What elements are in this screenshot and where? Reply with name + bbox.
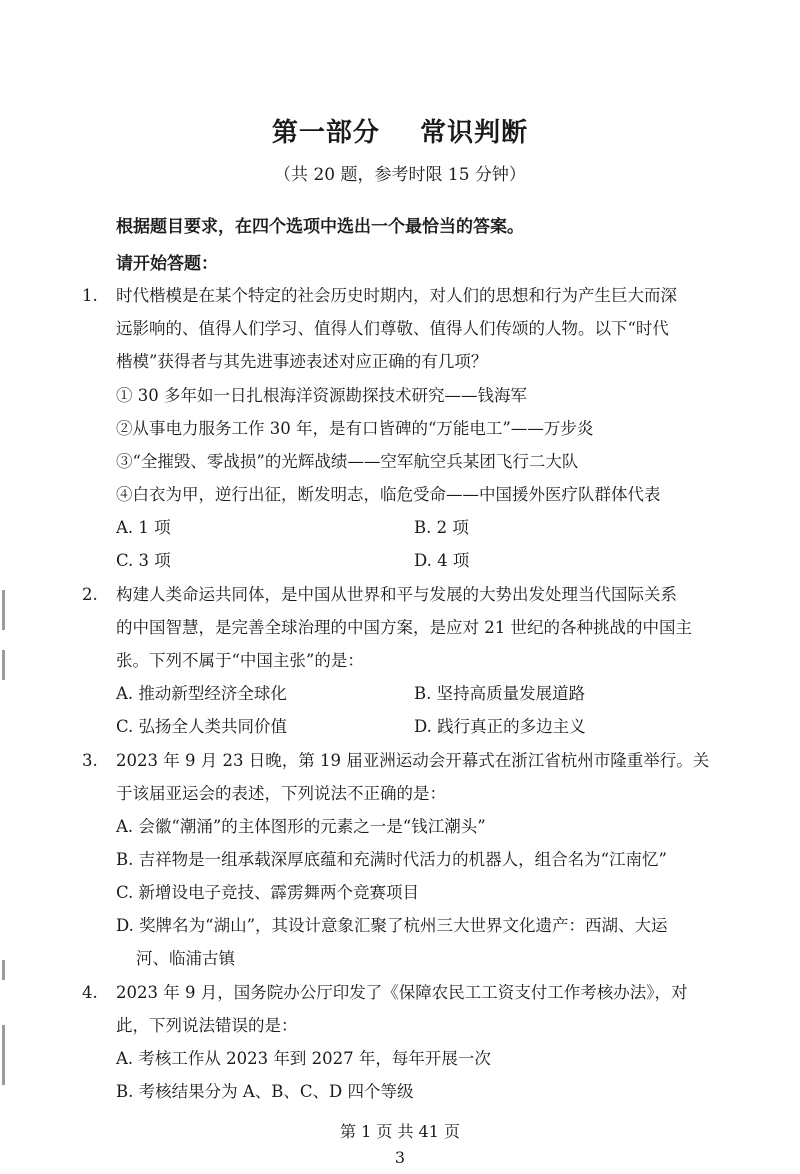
question-stem-line: 张。下列不属于“中国主张”的是： (116, 651, 364, 670)
question-stem-line: 楷模”获得者与其先进事迹表述对应正确的有几项？ (116, 352, 488, 371)
statement-item: ① 30 多年如一日扎根海洋资源勘探技术研究——钱海军 (116, 386, 527, 405)
option-c: C. 新增设电子竞技、霹雳舞两个竞赛项目 (116, 883, 420, 902)
option-b: B. 吉祥物是一组承载深厚底蕴和充满时代活力的机器人，组合名为“江南忆” (116, 850, 667, 869)
option-d: D. 践行真正的多边主义 (414, 717, 586, 736)
question-number: 1. (82, 286, 98, 305)
question-number: 4. (82, 983, 98, 1002)
statement-item: ④白衣为甲，逆行出征，断发明志，临危受命——中国援外医疗队群体代表 (116, 485, 661, 504)
option-d: D. 4 项 (414, 551, 470, 570)
option-a: A. 1 项 (116, 518, 171, 537)
statement-item: ③“全摧毁、零战损”的光辉战绩——空军航空兵某团飞行二大队 (116, 452, 579, 471)
question-stem-line: 构建人类命运共同体，是中国从世界和平与发展的大势出发处理当代国际关系 (116, 585, 677, 604)
instruction-start: 请开始答题： (116, 254, 218, 274)
question-stem-line: 的中国智慧，是完善全球治理的中国方案，是应对 21 世纪的各种挑战的中国主 (116, 618, 692, 637)
question-stem-line: 2023 年 9 月，国务院办公厅印发了《保障农民工工资支付工作考核办法》，对 (116, 983, 688, 1002)
option-b: B. 坚持高质量发展道路 (414, 684, 586, 703)
statement-item: ②从事电力服务工作 30 年，是有口皆碑的“万能电工”——万步炎 (116, 419, 594, 438)
option-d: D. 奖牌名为“湖山”，其设计意象汇聚了杭州三大世界文化遗产：西湖、大运 (116, 916, 668, 935)
question-number: 3. (82, 751, 98, 770)
page-info: 第 1 页 共 41 页 (340, 1122, 460, 1141)
question-stem-line: 于该届亚运会的表述，下列说法不正确的是： (116, 784, 446, 803)
option-b: B. 2 项 (414, 518, 469, 537)
page-number: 3 (394, 1148, 406, 1167)
question-stem-line: 时代楷模是在某个特定的社会历史时期内，对人们的思想和行为产生巨大而深 (116, 286, 677, 305)
question-number: 2. (82, 585, 98, 604)
section-title: 第一部分 常识判断 (271, 118, 529, 148)
question-stem-line: 此，下列说法错误的是： (116, 1016, 298, 1035)
option-a: A. 考核工作从 2023 年到 2027 年，每年开展一次 (116, 1049, 491, 1068)
section-subtitle: （共 20 题，参考时限 15 分钟） (274, 165, 526, 185)
option-a: A. 推动新型经济全球化 (116, 684, 287, 703)
option-c: C. 3 项 (116, 551, 171, 570)
binding-mark (2, 960, 5, 980)
option-c: C. 弘扬全人类共同价值 (116, 717, 288, 736)
instruction-text: 根据题目要求，在四个选项中选出一个最恰当的答案。 (116, 217, 524, 237)
option-a: A. 会徽“潮涌”的主体图形的元素之一是“钱江潮头” (116, 817, 486, 836)
binding-mark (2, 650, 5, 680)
question-stem-line: 2023 年 9 月 23 日晚，第 19 届亚洲运动会开幕式在浙江省杭州市隆重举行。关 (116, 751, 710, 770)
question-stem-line: 远影响的、值得人们学习、值得人们尊敬、值得人们传颂的人物。以下“时代 (116, 319, 669, 338)
binding-mark (2, 590, 5, 630)
option-d-continued: 河、临浦古镇 (136, 949, 235, 968)
binding-mark (2, 1025, 5, 1085)
option-b: B. 考核结果分为 A、B、C、D 四个等级 (116, 1082, 414, 1101)
